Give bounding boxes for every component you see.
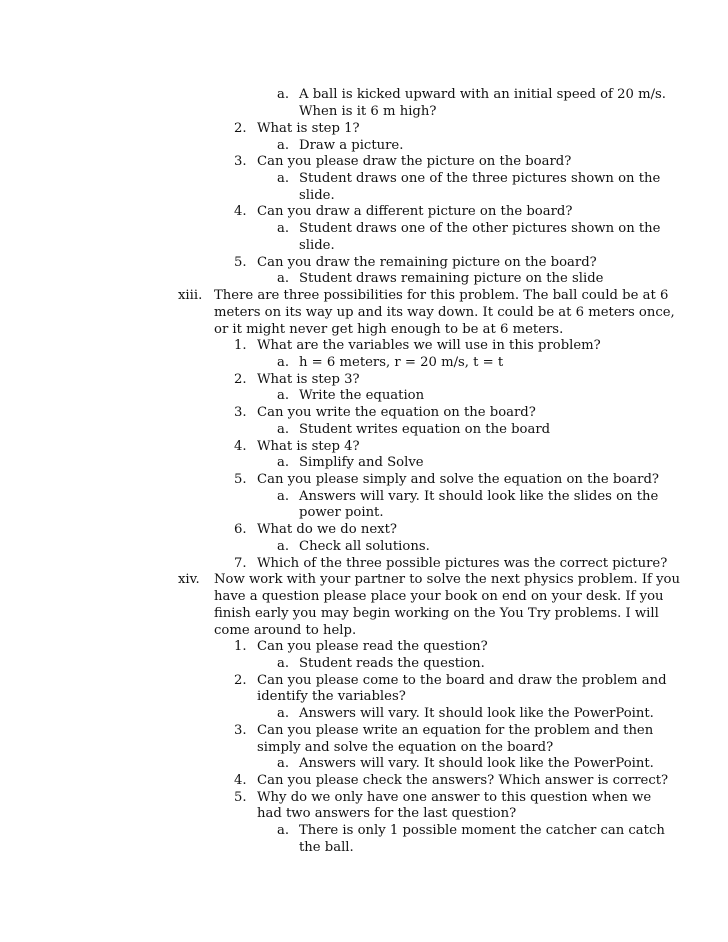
list-marker: 3. xyxy=(234,723,247,738)
list-marker: 5. xyxy=(234,472,247,487)
list-marker: a. xyxy=(277,221,290,236)
list-marker: 5. xyxy=(234,790,247,805)
list-marker: a. xyxy=(277,756,290,771)
line-text: Can you please draw the picture on the board? xyxy=(257,154,572,169)
list-marker: a. xyxy=(277,539,290,554)
list-marker: a. xyxy=(277,171,290,186)
line-text: There is only 1 possible moment the catcher can catch xyxy=(299,823,665,838)
list-marker: xiii. xyxy=(178,288,203,303)
line-text: Write the equation xyxy=(299,388,425,403)
line-text: simply and solve the equation on the board? xyxy=(257,740,554,755)
line-text: power point. xyxy=(299,505,384,520)
line-text: the ball. xyxy=(299,840,354,855)
line-text: Now work with your partner to solve the next physics problem. If you xyxy=(214,572,680,587)
line-text: Can you please write an equation for the problem and then xyxy=(257,723,654,738)
line-text: What do we do next? xyxy=(257,522,397,537)
list-marker: 2. xyxy=(234,673,247,688)
line-text: have a question please place your book on end on your desk. If you xyxy=(214,589,664,604)
line-text: Simplify and Solve xyxy=(299,455,424,470)
list-marker: a. xyxy=(277,489,290,504)
line-text: Answers will vary. It should look like the PowerPoint. xyxy=(299,706,654,721)
list-marker: 6. xyxy=(234,522,247,537)
line-text: Can you please simply and solve the equation on the board? xyxy=(257,472,659,487)
line-text: Why do we only have one answer to this question when we xyxy=(257,790,652,805)
list-marker: a. xyxy=(277,823,290,838)
list-marker: 3. xyxy=(234,405,247,420)
line-text: A ball is kicked upward with an initial speed of 20 m/s. xyxy=(299,87,666,102)
list-marker: 4. xyxy=(234,773,247,788)
list-marker: a. xyxy=(277,271,290,286)
list-marker: 7. xyxy=(234,556,247,571)
line-text: Student draws remaining picture on the slide xyxy=(299,271,604,286)
line-text: Draw a picture. xyxy=(299,138,404,153)
list-marker: a. xyxy=(277,656,290,671)
line-text: What is step 3? xyxy=(257,372,360,387)
line-text: There are three possibilities for this problem. The ball could be at 6 xyxy=(214,288,669,303)
list-marker: a. xyxy=(277,138,290,153)
line-text: Answers will vary. It should look like the PowerPoint. xyxy=(299,756,654,771)
line-text: Can you draw a different picture on the board? xyxy=(257,204,573,219)
line-text: identify the variables? xyxy=(257,689,406,704)
line-text: or it might never get high enough to be at 6 meters. xyxy=(214,322,564,337)
line-text: What is step 4? xyxy=(257,439,360,454)
list-marker: a. xyxy=(277,87,290,102)
line-text: Student writes equation on the board xyxy=(299,422,551,437)
line-text: finish early you may begin working on the You Try problems. I will xyxy=(214,606,659,621)
line-text: When is it 6 m high? xyxy=(299,104,437,119)
line-text: slide. xyxy=(299,238,335,253)
line-text: slide. xyxy=(299,188,335,203)
list-marker: a. xyxy=(277,706,290,721)
list-marker: xiv. xyxy=(178,572,200,587)
line-text: Answers will vary. It should look like the slides on the xyxy=(299,489,659,504)
line-text: meters on its way up and its way down. It could be at 6 meters once, xyxy=(214,305,675,320)
line-text: Student draws one of the other pictures shown on the xyxy=(299,221,661,236)
list-marker: 2. xyxy=(234,121,247,136)
list-marker: 4. xyxy=(234,204,247,219)
line-text: Student draws one of the three pictures shown on the xyxy=(299,171,661,186)
list-marker: 5. xyxy=(234,255,247,270)
list-marker: a. xyxy=(277,422,290,437)
line-text: Can you please come to the board and draw the problem and xyxy=(257,673,667,688)
line-text: Can you please check the answers? Which answer is correct? xyxy=(257,773,669,788)
line-text: What is step 1? xyxy=(257,121,360,136)
line-text: Can you draw the remaining picture on the board? xyxy=(257,255,597,270)
list-marker: 3. xyxy=(234,154,247,169)
list-marker: 4. xyxy=(234,439,247,454)
line-text: Check all solutions. xyxy=(299,539,430,554)
line-text: had two answers for the last question? xyxy=(257,806,517,821)
line-text: come around to help. xyxy=(214,623,357,638)
list-marker: 1. xyxy=(234,639,247,654)
list-marker: 1. xyxy=(234,338,247,353)
list-marker: a. xyxy=(277,388,290,403)
list-marker: a. xyxy=(277,455,290,470)
line-text: h = 6 meters, r = 20 m/s, t = t xyxy=(299,355,504,370)
line-text: Can you please read the question? xyxy=(257,639,488,654)
line-text: Which of the three possible pictures was the correct picture? xyxy=(257,556,668,571)
list-marker: a. xyxy=(277,355,290,370)
list-marker: 2. xyxy=(234,372,247,387)
line-text: Student reads the question. xyxy=(299,656,485,671)
line-text: What are the variables we will use in this problem? xyxy=(257,338,601,353)
line-text: Can you write the equation on the board? xyxy=(257,405,536,420)
